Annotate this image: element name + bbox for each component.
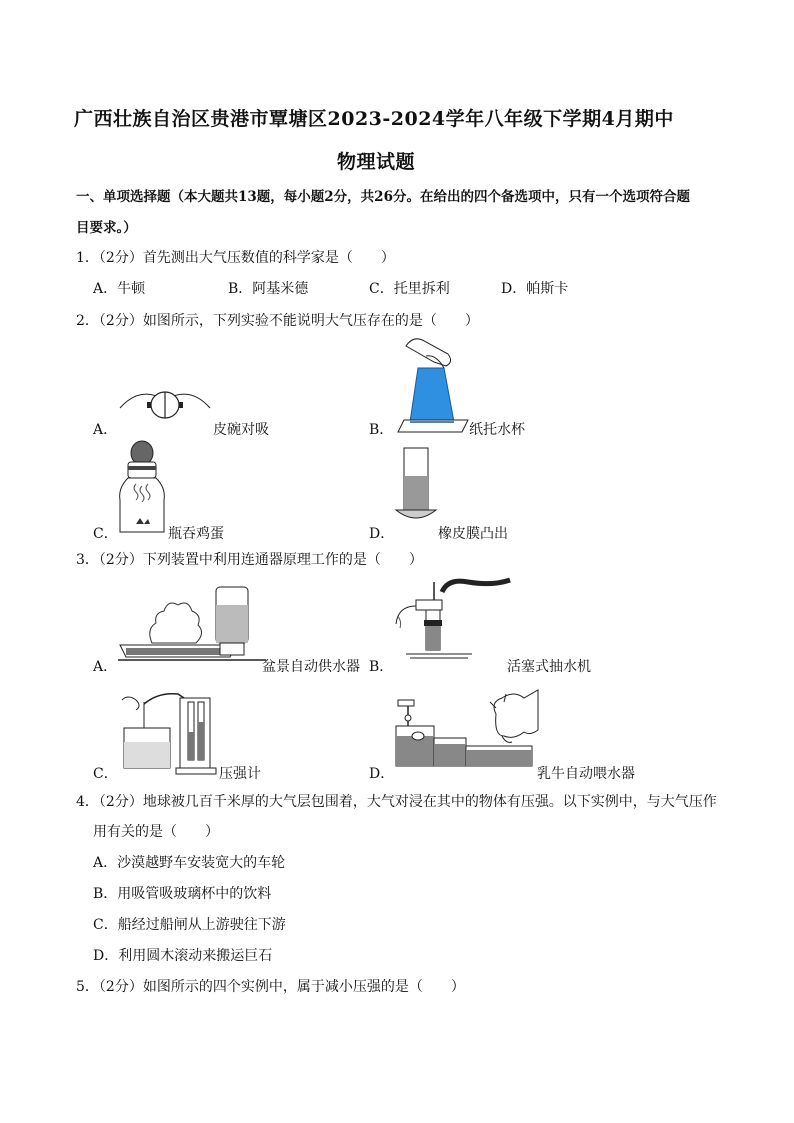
q2-caption-a: 皮碗对吸 <box>213 422 269 438</box>
q1-option-b[interactable]: B．阿基米德 <box>228 281 309 297</box>
q2-option-a-letter[interactable]: A． <box>93 422 118 438</box>
bonsai-water-supplier-figure <box>118 583 266 667</box>
question-1-stem: 1．（2分）首先测出大气压数值的科学家是（ ） <box>76 250 395 266</box>
q2-option-c-letter[interactable]: C． <box>93 526 118 542</box>
q3-option-a-letter[interactable]: A． <box>93 659 118 675</box>
q2-caption-b: 纸托水杯 <box>469 422 525 438</box>
q3-option-d-letter[interactable]: D． <box>369 766 395 782</box>
q3-caption-d: 乳牛自动喂水器 <box>537 766 635 782</box>
q4-option-d[interactable]: D．利用圆木滚动来搬运巨石 <box>93 948 273 964</box>
question-5-stem: 5．（2分）如图所示的四个实例中，属于减小压强的是（ ） <box>76 979 465 995</box>
q3-caption-b: 活塞式抽水机 <box>507 659 591 675</box>
q1-option-c[interactable]: C．托里拆利 <box>369 281 450 297</box>
bottle-egg-figure <box>116 440 168 536</box>
q4-option-a[interactable]: A．沙漠越野车安装宽大的车轮 <box>93 855 286 871</box>
q4-option-b[interactable]: B．用吸管吸玻璃杯中的饮料 <box>93 886 272 902</box>
rubber-film-tube-figure <box>394 446 440 522</box>
q1-option-a[interactable]: A．牛顿 <box>93 281 146 297</box>
page-subtitle: 物理试题 <box>337 151 416 173</box>
section-heading-cont: 目要求。） <box>76 220 137 236</box>
question-4-stem-cont: 用有关的是（ ） <box>93 824 219 840</box>
q2-caption-c: 瓶吞鸡蛋 <box>168 526 224 542</box>
question-3-stem: 3．（2分）下列装置中利用连通器原理工作的是（ ） <box>76 552 423 568</box>
q1-option-d[interactable]: D．帕斯卡 <box>501 281 569 297</box>
question-2-stem: 2．（2分）如图所示，下列实验不能说明大气压存在的是（ ） <box>76 313 479 329</box>
pressure-gauge-figure <box>118 692 220 778</box>
section-heading: 一、单项选择题（本大题共13题，每小题2分，共26分。在给出的四个备选项中，只有一个选项符合题 <box>76 189 690 205</box>
q3-caption-a: 盆景自动供水器 <box>262 659 360 675</box>
suction-cups-figure <box>115 380 215 430</box>
piston-pump-figure <box>392 576 516 664</box>
q3-option-c-letter[interactable]: C． <box>93 766 118 782</box>
q4-option-c[interactable]: C．船经过船闸从上游驶往下游 <box>93 917 286 933</box>
q3-caption-c: 压强计 <box>219 766 261 782</box>
q3-option-b-letter[interactable]: B． <box>369 659 394 675</box>
q2-option-b-letter[interactable]: B． <box>369 422 394 438</box>
question-4-stem: 4．（2分）地球被几百千米厚的大气层包围着，大气对浸在其中的物体有压强。以下实例中，与大气压作 <box>76 794 717 810</box>
paper-water-cup-figure <box>396 336 466 436</box>
q2-caption-d: 橡皮膜凸出 <box>438 526 508 542</box>
cow-water-feeder-figure <box>392 676 538 776</box>
q2-option-d-letter[interactable]: D． <box>369 526 395 542</box>
page-title: 广西壮族自治区贵港市覃塘区2023-2024学年八年级下学期4月期中 <box>74 108 674 130</box>
